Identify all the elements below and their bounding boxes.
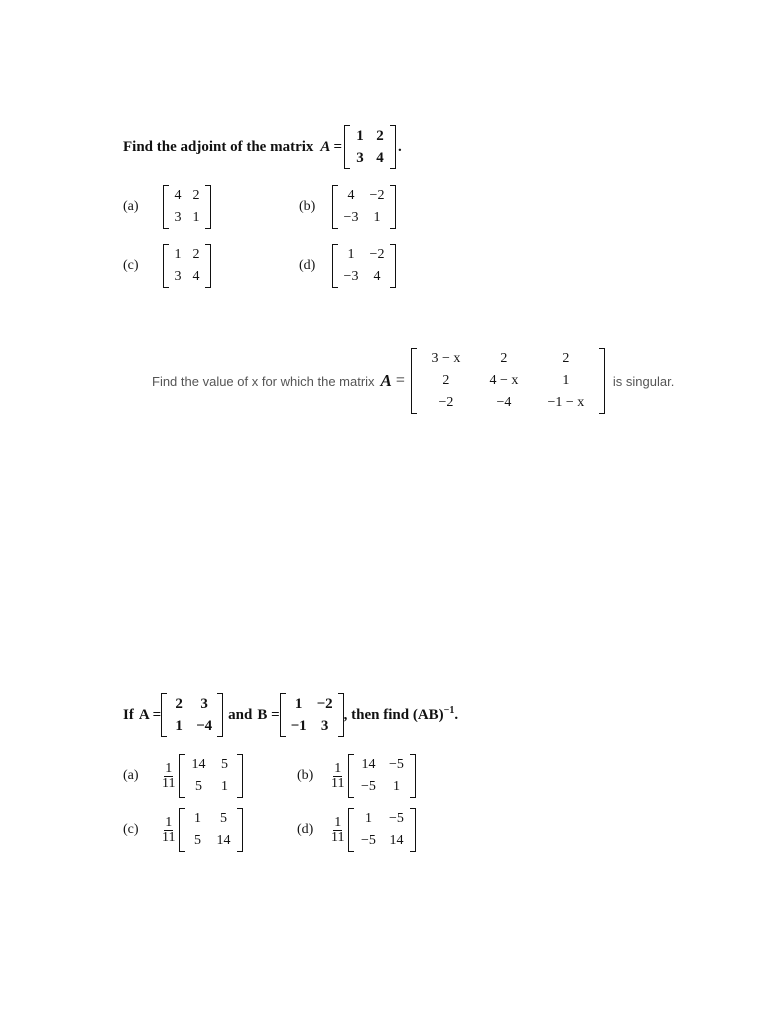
fraction-denominator: 11 (331, 775, 345, 791)
matrix-cell: 2 (192, 188, 200, 203)
matrix-cell: −1 − x (547, 395, 585, 410)
fraction-denominator: 11 (331, 829, 345, 845)
q3-option-c[interactable] (123, 808, 243, 852)
q2-prompt: Find the value of x for which the matrix (152, 373, 375, 389)
matrix-cell: 1 (192, 210, 200, 225)
matrix-cell: −4 (196, 717, 213, 734)
q1-option-a[interactable] (123, 185, 211, 229)
matrix-cell: −4 (496, 395, 512, 410)
q3-prompt-line (123, 692, 458, 738)
matrix-cell: 14 (361, 757, 376, 772)
option-matrix (348, 808, 416, 852)
matrix-cell: 5 (194, 779, 202, 794)
matrix-cell: 3 − x (431, 351, 461, 366)
matrix-cell: −2 (438, 395, 454, 410)
fraction-numerator: 1 (165, 760, 173, 776)
option-matrix (163, 244, 211, 288)
option-matrix (163, 185, 211, 229)
matrix-cell: 2 (500, 351, 508, 366)
matrix-cell: −2 (369, 188, 385, 203)
matrix-cell: −3 (343, 210, 359, 225)
matrix-cell: 14 (389, 833, 404, 848)
q3-option-d[interactable] (297, 808, 416, 852)
matrix-cell: −5 (389, 757, 404, 772)
option-label: (d) (297, 822, 314, 837)
option-fraction (161, 762, 176, 791)
matrix-cell: −5 (361, 833, 376, 848)
matrix-cell: 1 (347, 247, 355, 262)
q1-matrix (344, 125, 396, 169)
matrix-cell: −2 (316, 695, 333, 712)
matrix-cell: 1 (373, 210, 381, 225)
fraction-numerator: 1 (334, 760, 342, 776)
q3-if: If (123, 706, 134, 723)
q3-b-var: B = (257, 706, 280, 723)
option-matrix (348, 754, 416, 798)
matrix-cell: −2 (369, 247, 385, 262)
matrix-cell: 5 (193, 833, 201, 848)
option-matrix (179, 754, 243, 798)
option-matrix (332, 185, 396, 229)
option-label: (a) (123, 199, 139, 214)
matrix-cell: 3 (174, 269, 182, 284)
matrix-cell: 5 (219, 811, 227, 826)
option-label: (b) (299, 199, 316, 214)
option-matrix (332, 244, 396, 288)
option-label: (a) (123, 768, 139, 783)
matrix-cell: 1 (562, 373, 570, 388)
q2-prompt-line (152, 347, 674, 415)
fraction-denominator: 11 (162, 775, 176, 791)
fraction-denominator: 11 (162, 829, 176, 845)
q2-matrix (411, 348, 605, 414)
matrix-cell: 14 (191, 757, 206, 772)
q2-eq: = (395, 372, 405, 389)
option-matrix (179, 808, 243, 852)
q3-a-var: A = (138, 706, 162, 723)
matrix-cell: −5 (361, 779, 376, 794)
q1-option-b[interactable] (299, 185, 396, 229)
option-fraction (161, 816, 176, 845)
matrix-cell: 4 (376, 149, 384, 166)
matrix-cell: 1 (294, 695, 303, 712)
q1-eq: = (333, 138, 342, 155)
fraction-numerator: 1 (334, 814, 342, 830)
matrix-cell: 3 (320, 717, 329, 734)
matrix-cell: 2 (442, 373, 450, 388)
option-fraction (330, 762, 345, 791)
matrix-cell: 4 − x (489, 373, 519, 388)
matrix-cell: 1 (174, 247, 182, 262)
q3-a-matrix (161, 693, 223, 737)
q1-prompt-line (123, 124, 402, 170)
q3-option-a[interactable] (123, 754, 243, 798)
matrix-cell: 2 (376, 127, 384, 144)
matrix-cell: 4 (192, 269, 200, 284)
matrix-cell: 1 (220, 779, 228, 794)
q1-var: A (320, 138, 331, 155)
matrix-cell: 3 (200, 695, 208, 712)
q2-suffix: is singular. (612, 373, 675, 389)
matrix-cell: 4 (373, 269, 381, 284)
matrix-cell: 1 (356, 127, 364, 144)
matrix-cell: 1 (364, 811, 372, 826)
matrix-cell: 5 (220, 757, 228, 772)
matrix-cell: 2 (562, 351, 570, 366)
matrix-cell: 2 (175, 695, 183, 712)
matrix-cell: 3 (174, 210, 182, 225)
q1-option-c[interactable] (123, 244, 211, 288)
fraction-numerator: 1 (165, 814, 173, 830)
option-label: (c) (123, 822, 139, 837)
q3-then: , then find (AB) (343, 706, 444, 723)
matrix-cell: −5 (389, 811, 404, 826)
matrix-cell: −3 (343, 269, 359, 284)
q3-end: . (454, 706, 459, 723)
matrix-cell: 3 (356, 149, 364, 166)
q3-b-matrix (280, 693, 344, 737)
option-label: (d) (299, 258, 316, 273)
q3-and: and (228, 706, 253, 723)
matrix-cell: 4 (174, 188, 182, 203)
matrix-cell: 1 (193, 811, 201, 826)
matrix-cell: 2 (192, 247, 200, 262)
option-label: (c) (123, 258, 139, 273)
q3-option-b[interactable] (297, 754, 416, 798)
q2-var: A (380, 371, 392, 390)
q1-prompt: Find the adjoint of the matrix (123, 138, 314, 155)
option-fraction (330, 816, 345, 845)
matrix-cell: 1 (175, 717, 183, 734)
q1-end: . (398, 138, 402, 155)
matrix-cell: 14 (216, 833, 231, 848)
matrix-cell: 1 (392, 779, 400, 794)
q1-option-d[interactable] (299, 244, 396, 288)
matrix-cell: −1 (290, 717, 307, 734)
option-label: (b) (297, 768, 314, 783)
matrix-cell: 4 (347, 188, 355, 203)
q3-sup: −1 (443, 704, 455, 716)
